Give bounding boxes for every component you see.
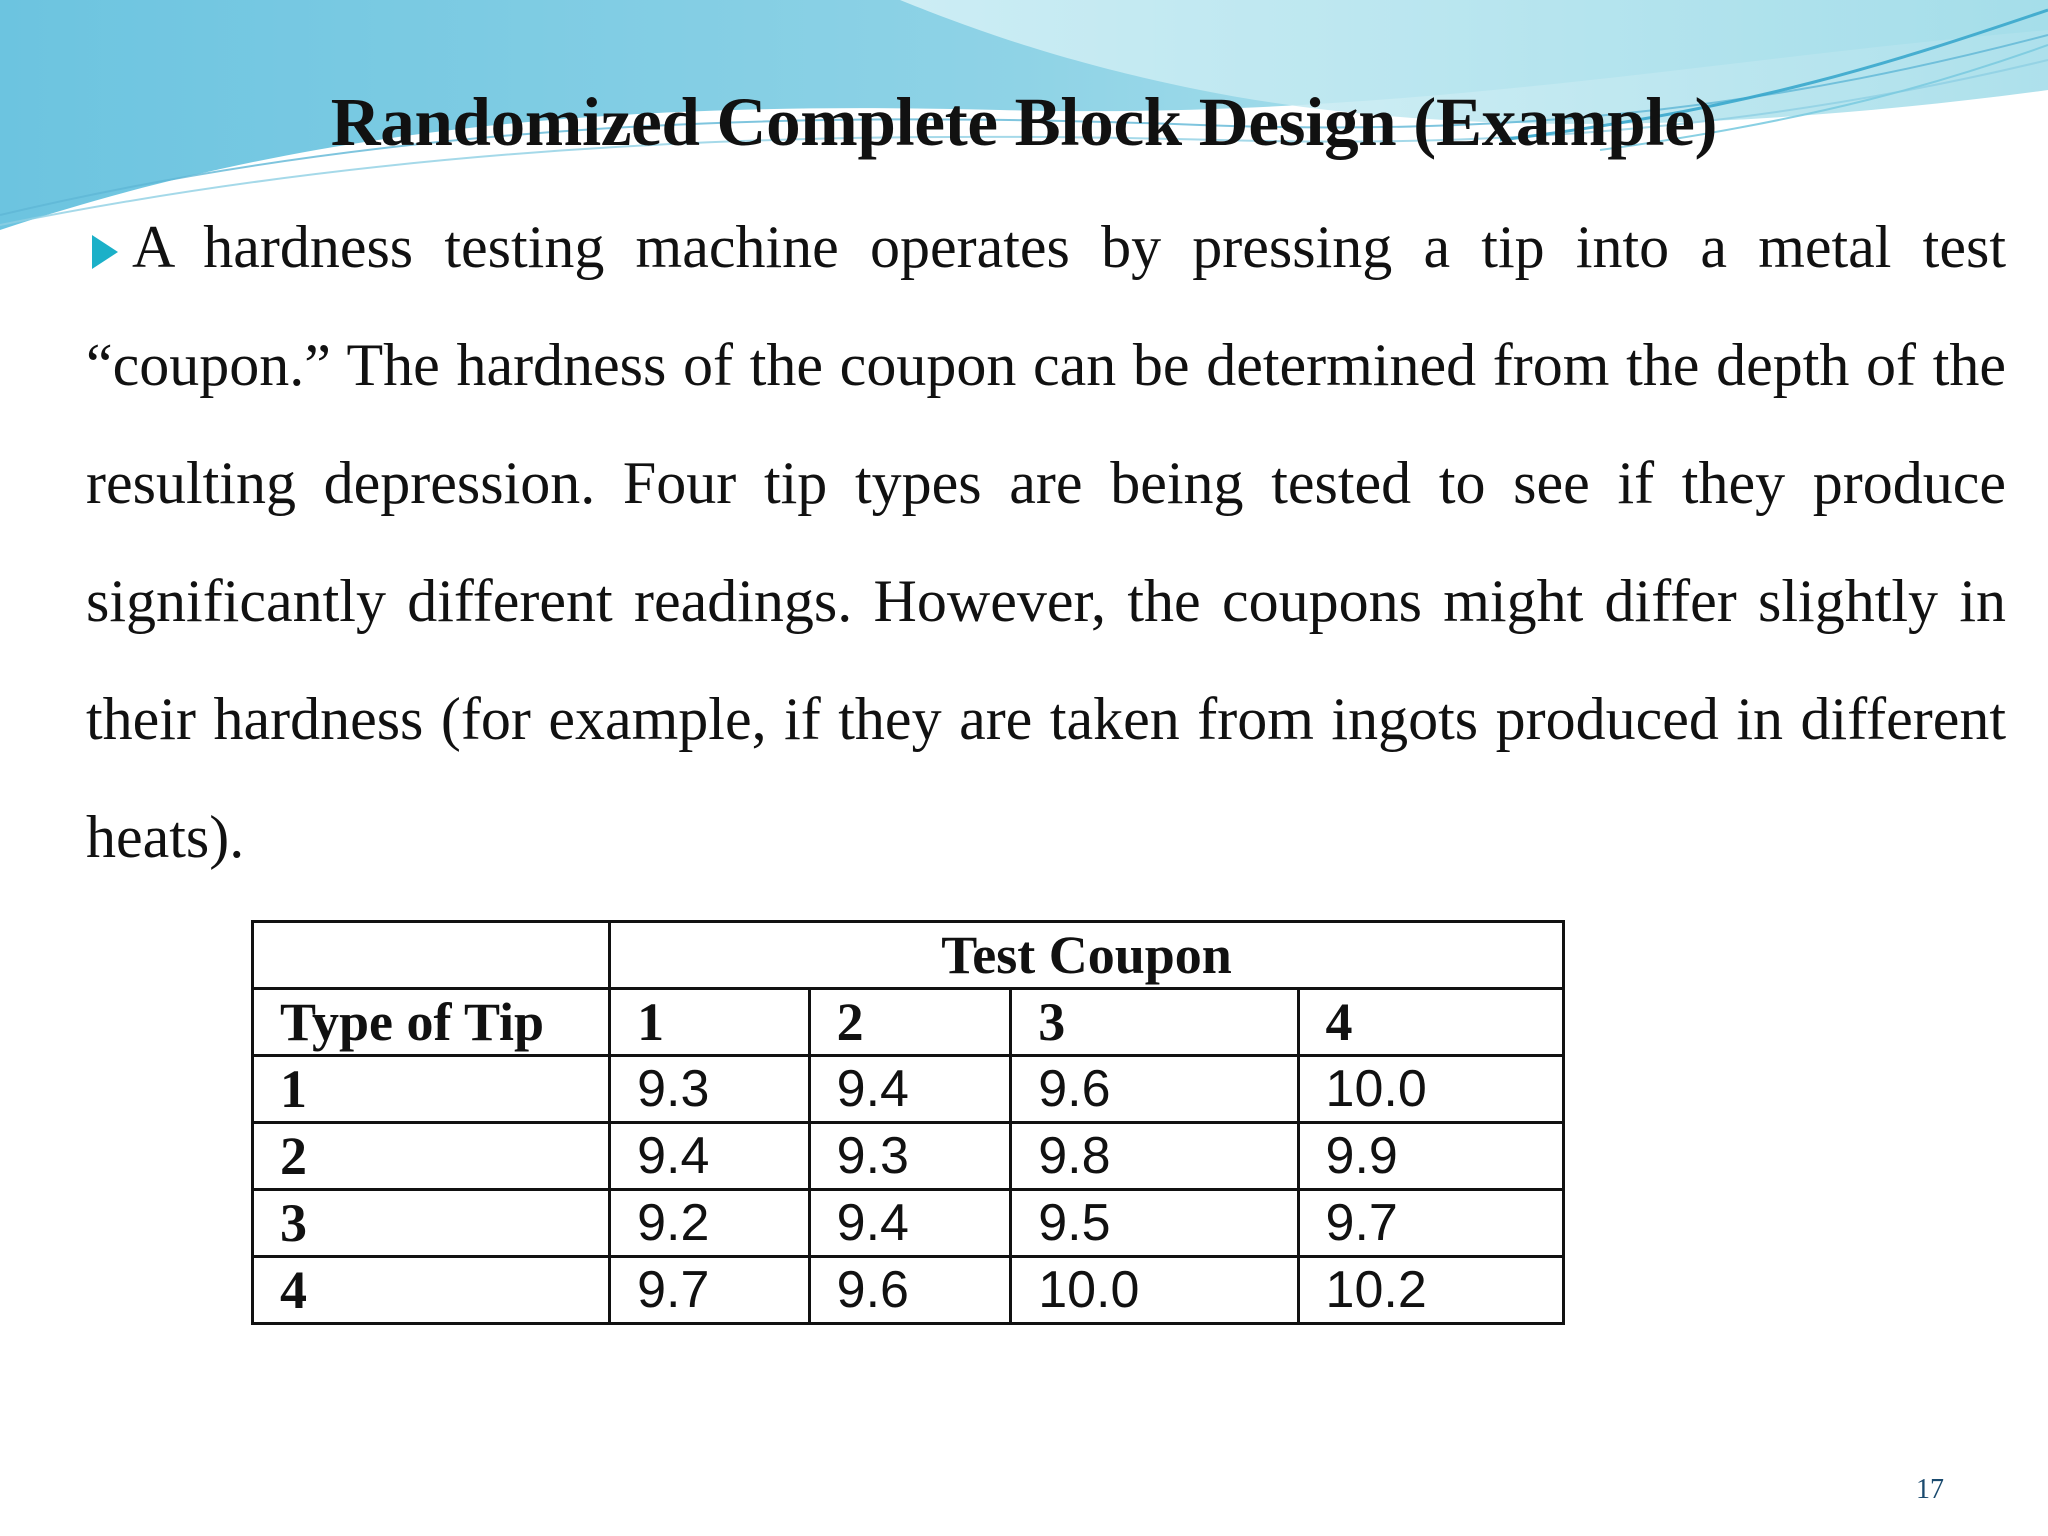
paragraph-text: A hardness testing machine operates by pressing a tip into a metal test “coupon.” The hardness of the coupon can be determined from the depth of the resulting depression. Four tip types are being tested to see if they produce significantly different readings. However, the coupons might differ slightly in their hardness (for example, if they are taken from ingots produced in different heats). [86, 214, 2006, 870]
type-of-tip-header: Type of Tip [253, 989, 610, 1056]
table-row [253, 1190, 1564, 1257]
reading-cell: 10.0 [1011, 1257, 1298, 1324]
reading-cell: 9.9 [1298, 1123, 1563, 1190]
table-row [253, 1056, 1564, 1123]
table-column-header-row [253, 989, 1564, 1056]
tip-type-cell: 4 [253, 1257, 610, 1324]
coupon-column-header: 4 [1298, 989, 1563, 1056]
reading-cell: 9.3 [610, 1056, 810, 1123]
page-number: 17 [1916, 1474, 1944, 1505]
reading-cell: 9.7 [610, 1257, 810, 1324]
body-paragraph [86, 188, 2006, 896]
reading-cell: 9.3 [809, 1123, 1011, 1190]
coupon-column-header: 1 [610, 989, 810, 1056]
reading-cell: 9.6 [809, 1257, 1011, 1324]
coupon-column-header: 2 [809, 989, 1011, 1056]
reading-cell: 10.2 [1298, 1257, 1563, 1324]
tip-type-cell: 2 [253, 1123, 610, 1190]
hardness-data-table [251, 920, 1565, 1325]
test-coupon-header: Test Coupon [610, 922, 1564, 989]
tip-type-cell: 3 [253, 1190, 610, 1257]
reading-cell: 9.4 [809, 1056, 1011, 1123]
reading-cell: 9.4 [809, 1190, 1011, 1257]
reading-cell: 9.4 [610, 1123, 810, 1190]
reading-cell: 9.5 [1011, 1190, 1298, 1257]
reading-cell: 9.2 [610, 1190, 810, 1257]
table-group-header-row [253, 922, 1564, 989]
table-row [253, 1257, 1564, 1324]
reading-cell: 10.0 [1298, 1056, 1563, 1123]
bullet-arrow-icon [92, 235, 118, 269]
tip-type-cell: 1 [253, 1056, 610, 1123]
reading-cell: 9.7 [1298, 1190, 1563, 1257]
table-row [253, 1123, 1564, 1190]
coupon-column-header: 3 [1011, 989, 1298, 1056]
reading-cell: 9.8 [1011, 1123, 1298, 1190]
table-corner-cell [253, 922, 610, 989]
reading-cell: 9.6 [1011, 1056, 1298, 1123]
slide-title: Randomized Complete Block Design (Example) [330, 84, 1718, 160]
